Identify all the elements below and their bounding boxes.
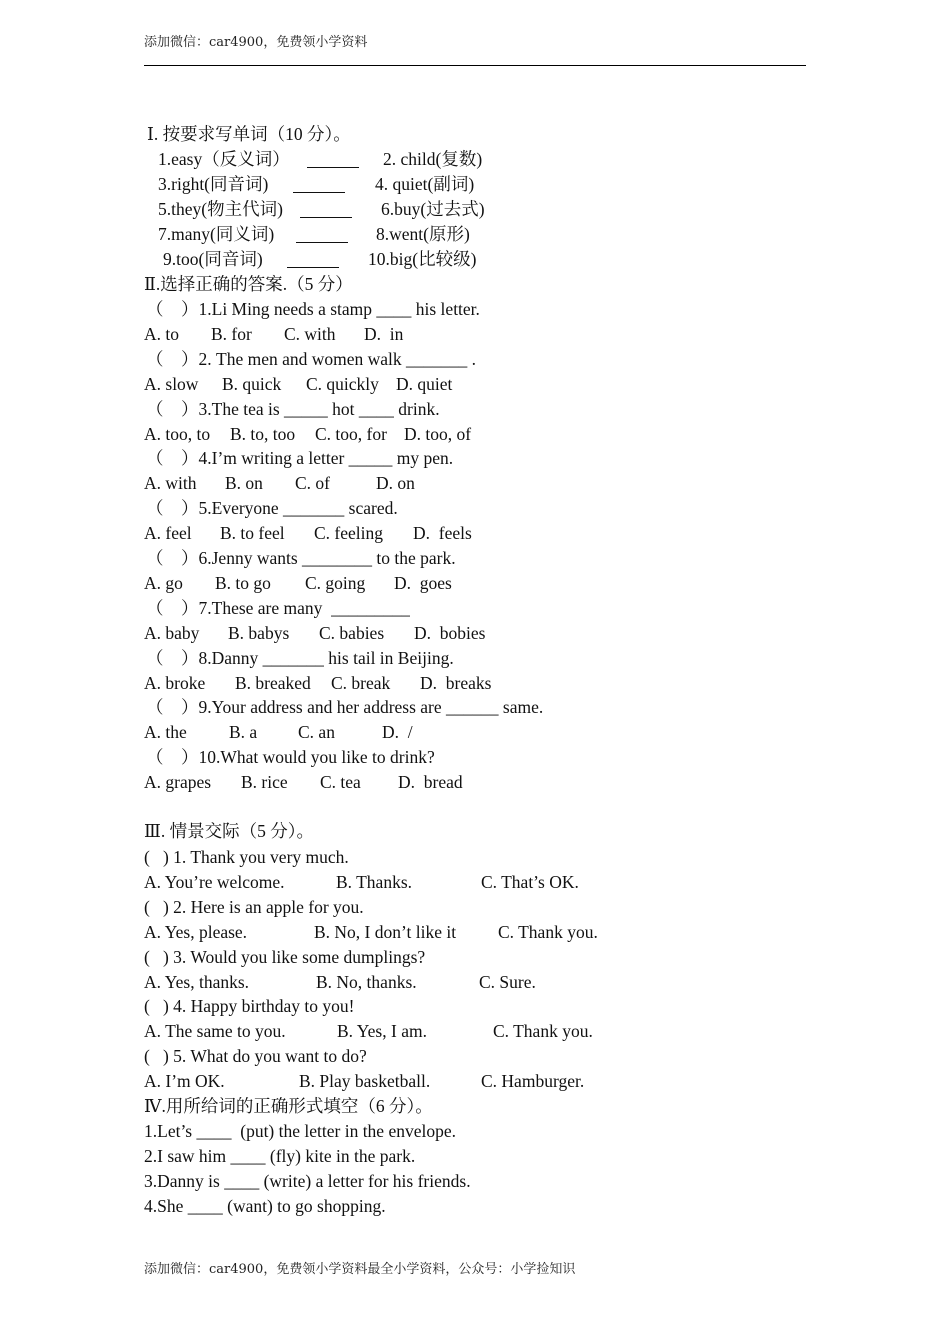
dialogue-option: B. No, thanks. [316, 971, 417, 992]
choice-option: A. feel [144, 523, 192, 544]
vocab-item: 7.many(同义词) [158, 223, 275, 244]
answer-blank [287, 267, 339, 268]
vocab-item: 8.went(原形) [376, 223, 470, 244]
choice-question: （ ）8.Danny _______ his tail in Beijing. [146, 647, 454, 668]
choice-option: C. with [284, 323, 336, 344]
header-rule [144, 65, 806, 66]
dialogue-option: A. I’m OK. [144, 1071, 225, 1092]
choice-option: C. of [295, 473, 330, 494]
choice-option: C. too, for [315, 423, 387, 444]
dialogue-question: ( ) 5. What do you want to do? [144, 1046, 367, 1067]
choice-option: B. babys [228, 622, 290, 643]
choice-option: D. quiet [396, 373, 453, 394]
dialogue-option: C. Sure. [479, 971, 536, 992]
choice-question: （ ）2. The men and women walk _______ . [146, 348, 477, 369]
vocab-item: 5.they(物主代词) [158, 198, 283, 219]
vocab-item: 4. quiet(副词) [375, 173, 475, 194]
section-4-title: Ⅳ.用所给词的正确形式填空（6 分）。 [144, 1096, 433, 1116]
vocab-item: 2. child(复数) [383, 149, 483, 169]
choice-question: （ ）6.Jenny wants ________ to the park. [146, 548, 456, 568]
choice-option: B. to go [215, 572, 271, 593]
fill-in-item: 2.I saw him ____ (fly) kite in the park. [144, 1145, 416, 1166]
answer-blank [307, 167, 359, 168]
section-2-title: Ⅱ.选择正确的答案.（5 分） [144, 274, 353, 294]
choice-option: B. rice [241, 772, 288, 793]
choice-option: D. on [376, 473, 415, 494]
dialogue-option: B. Play basketball. [299, 1071, 431, 1092]
choice-option: D. feels [413, 523, 472, 544]
dialogue-option: A. Yes, please. [144, 921, 248, 942]
vocab-item: 9.too(同音词) [163, 248, 263, 269]
choice-option: D. goes [394, 572, 452, 593]
fill-in-item: 3.Danny is ____ (write) a letter for his friends. [144, 1170, 471, 1191]
dialogue-option: C. That’s OK. [481, 871, 579, 892]
choice-option: B. breaked [235, 672, 311, 693]
choice-option: D. too, of [404, 423, 472, 444]
vocab-item: 3.right(同音词) [158, 173, 269, 194]
choice-option: C. feeling [314, 523, 384, 544]
choice-option: C. tea [320, 772, 361, 793]
choice-option: B. a [229, 722, 258, 743]
choice-question: （ ）9.Your address and her address are ______ same. [146, 697, 544, 718]
dialogue-option: B. Yes, I am. [337, 1021, 427, 1042]
vocab-item: 1.easy（反义词） [158, 149, 290, 169]
answer-blank [300, 217, 352, 218]
fill-in-item: 4.She ____ (want) to go shopping. [144, 1195, 386, 1216]
choice-option: C. break [331, 672, 391, 693]
page-footer-note: 添加微信：car4900，免费领小学资料最全小学资料，公众号：小学捡知识 [144, 1262, 576, 1277]
choice-option: D. in [364, 323, 404, 344]
choice-option: A. the [144, 722, 187, 743]
choice-option: C. an [298, 722, 335, 743]
choice-option: D. breaks [420, 672, 492, 693]
section-3-title: Ⅲ. 情景交际（5 分）。 [144, 821, 315, 841]
choice-question: （ ）1.Li Ming needs a stamp ____ his letter. [146, 299, 480, 319]
section-1-title: Ⅰ. 按要求写单词（10 分）。 [147, 124, 351, 144]
dialogue-option: A. You’re welcome. [144, 871, 285, 892]
choice-question: （ ）7.These are many _________ [146, 597, 410, 618]
dialogue-option: C. Hamburger. [481, 1071, 585, 1092]
choice-option: C. babies [319, 622, 385, 643]
choice-question: （ ）10.What would you like to drink? [146, 747, 435, 768]
dialogue-option: A. The same to you. [144, 1021, 286, 1042]
choice-option: C. going [305, 572, 366, 593]
choice-option: A. too, to [144, 423, 211, 444]
answer-blank [293, 192, 345, 193]
dialogue-option: C. Thank you. [498, 921, 598, 942]
choice-option: D. bread [398, 772, 463, 793]
choice-option: C. quickly [306, 373, 379, 394]
dialogue-question: ( ) 2. Here is an apple for you. [144, 896, 364, 917]
choice-option: A. baby [144, 622, 200, 643]
choice-option: B. to feel [220, 523, 285, 544]
choice-question: （ ）3.The tea is _____ hot ____ drink. [146, 398, 440, 419]
dialogue-option: B. No, I don’t like it [314, 921, 457, 942]
dialogue-option: C. Thank you. [493, 1021, 593, 1042]
choice-option: D. bobies [414, 622, 486, 643]
choice-option: D. / [382, 722, 413, 743]
choice-question: （ ）5.Everyone _______ scared. [146, 498, 398, 519]
dialogue-option: B. Thanks. [336, 871, 412, 892]
choice-option: B. for [211, 323, 252, 344]
choice-option: B. on [225, 473, 263, 494]
choice-option: A. broke [144, 672, 206, 693]
choice-option: A. grapes [144, 772, 212, 793]
dialogue-option: A. Yes, thanks. [144, 971, 250, 992]
dialogue-question: ( ) 1. Thank you very much. [144, 847, 349, 867]
vocab-item: 6.buy(过去式) [381, 198, 485, 219]
choice-option: B. to, too [230, 423, 296, 444]
choice-option: A. to [144, 323, 179, 344]
choice-option: A. with [144, 473, 197, 494]
fill-in-item: 1.Let’s ____ (put) the letter in the envelope. [144, 1121, 456, 1141]
choice-option: B. quick [222, 373, 282, 394]
answer-blank [296, 242, 348, 243]
choice-question: （ ）4.I’m writing a letter _____ my pen. [146, 448, 454, 469]
page-header-note: 添加微信：car4900，免费领小学资料 [144, 35, 368, 50]
vocab-item: 10.big(比较级) [368, 248, 477, 269]
dialogue-question: ( ) 4. Happy birthday to you! [144, 996, 355, 1017]
choice-option: A. go [144, 572, 183, 593]
dialogue-question: ( ) 3. Would you like some dumplings? [144, 946, 426, 967]
choice-option: A. slow [144, 373, 199, 394]
